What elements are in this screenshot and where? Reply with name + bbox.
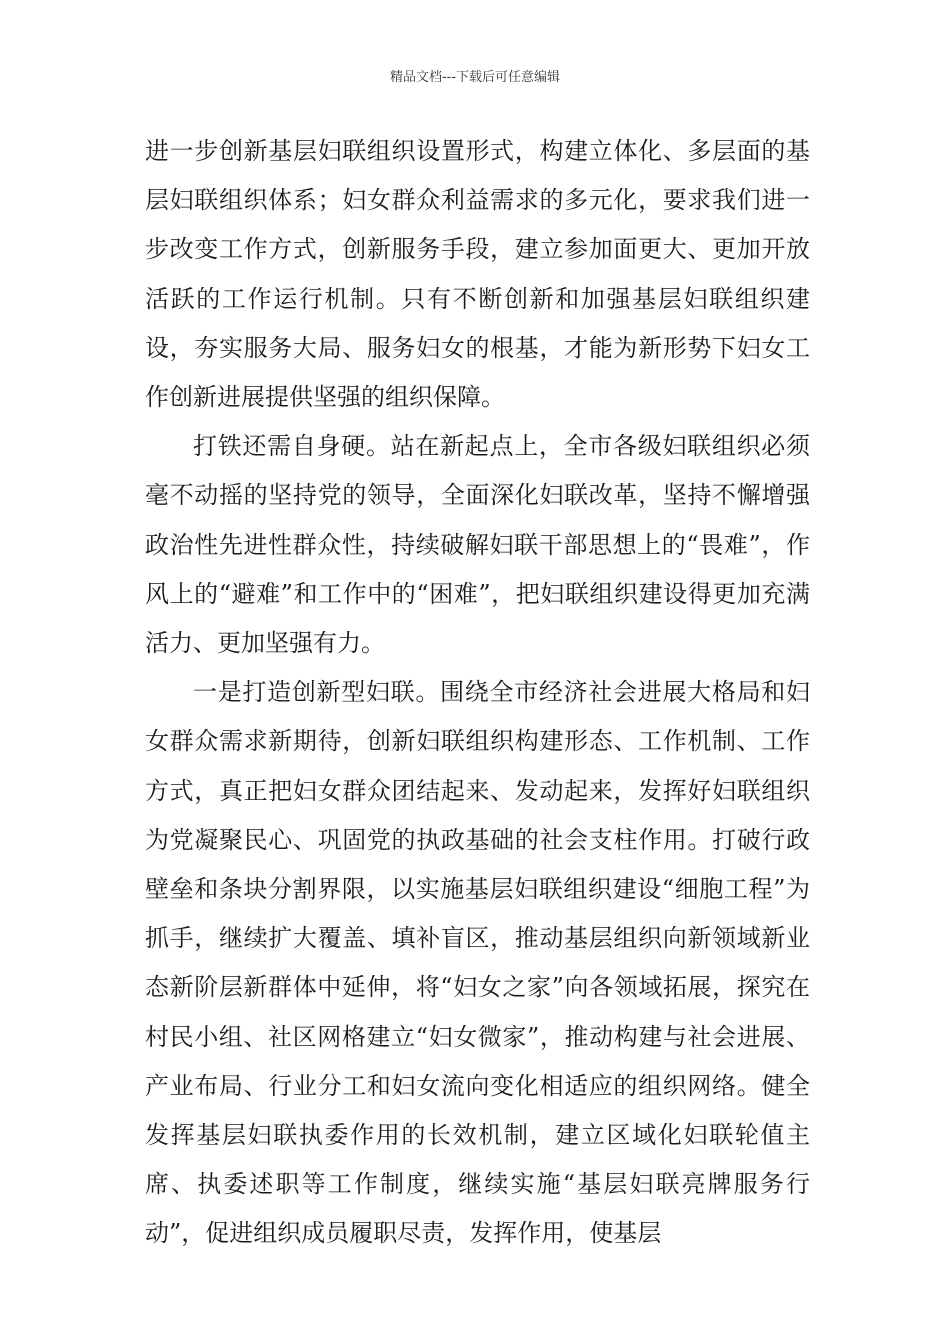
paragraph-2: 打铁还需自身硬。站在新起点上，全市各级妇联组织必须毫不动摇的坚持党的领导，全面深化妇联改革，坚持不懈增强政治性先进性群众性，持续破解妇联干部思想上的“畏难”，作风上的“避难”和工作中的“困难”，把妇联组织建设得更加充满活力、更加坚强有力。 bbox=[145, 432, 810, 658]
paragraph-1: 进一步创新基层妇联组织设置形式，构建立体化、多层面的基层妇联组织体系；妇女群众利益需求的多元化，要求我们进一步改变工作方式，创新服务手段，建立参加面更大、更加开放活跃的工作运行机制。只有不断创新和加强基层妇联组织建设，夯实服务大局、服务妇女的根基，才能为新形势下妇女工作创新进展提供坚强的组织保障。 bbox=[145, 137, 810, 412]
paragraph-3: 一是打造创新型妇联。围绕全市经济社会进展大格局和妇女群众需求新期待，创新妇联组织构建形态、工作机制、工作方式，真正把妇女群众团结起来、发动起来，发挥好妇联组织为党凝聚民心、巩固党的执政基础的社会支柱作用。打破行政壁垒和条块分割界限，以实施基层妇联组织建设“细胞工程”为抓手，继续扩大覆盖、填补盲区，推动基层组织向新领域新业态新阶层新群体中延伸，将“妇女之家”向各领域拓展，探究在村民小组、社区网格建立“妇女微家”，推动构建与社会进展、产业布局、行业分工和妇女流向变化相适应的组织网络。健全发挥基层妇联执委作用的长效机制，建立区域化妇联轮值主席、执委述职等工作制度，继续实施“基层妇联亮牌服务行动”，促进组织成员履职尽责，发挥作用，使基层 bbox=[145, 678, 810, 1248]
page-header: 精品文档---下载后可任意编辑 bbox=[389, 70, 561, 85]
document-body bbox=[145, 127, 810, 1259]
